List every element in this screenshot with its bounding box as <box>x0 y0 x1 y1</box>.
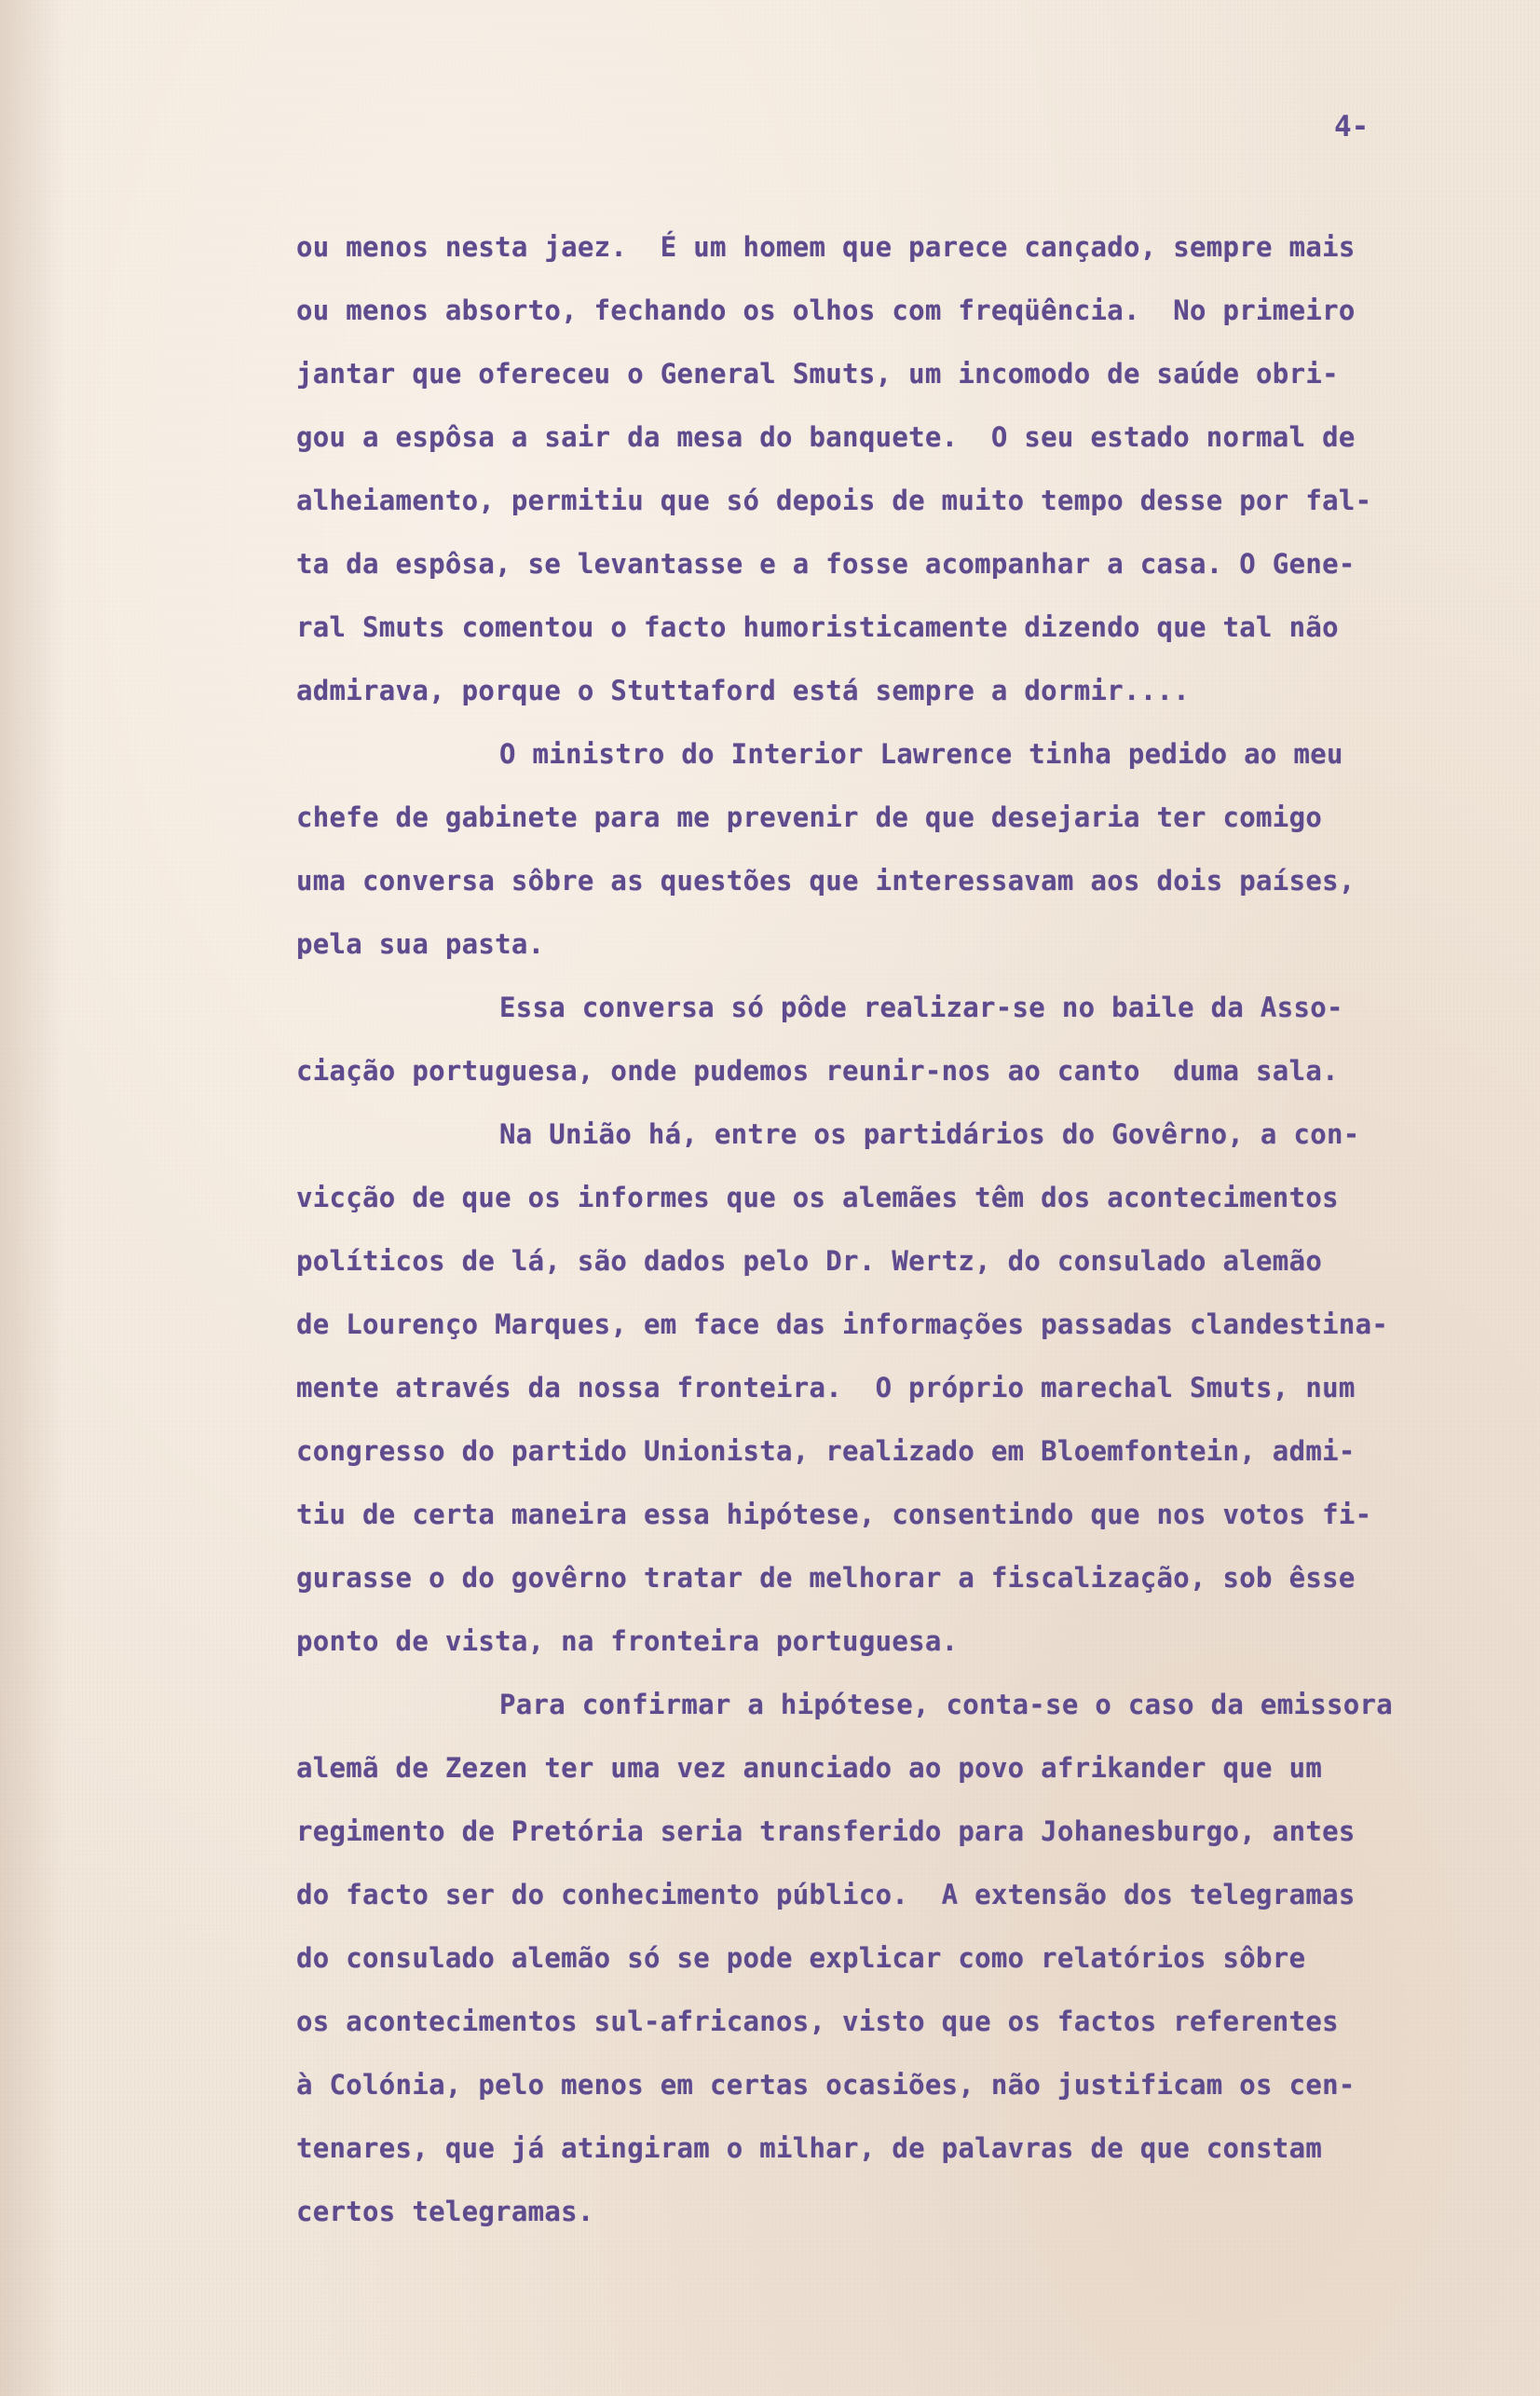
text-line: admirava, porque o Stuttaford está sempre a dormir.... <box>296 675 1191 706</box>
text-line: mente através da nossa fronteira. O próprio marechal Smuts, num <box>296 1372 1356 1403</box>
text-line: regimento de Pretória seria transferido para Johanesburgo, antes <box>296 1815 1356 1847</box>
text-line: gurasse o do govêrno tratar de melhorar a fiscalização, sob êsse <box>296 1562 1356 1594</box>
text-line: alheiamento, permitiu que só depois de muito tempo desse por fal- <box>296 485 1372 516</box>
text-line: gou a espôsa a sair da mesa do banquete. O seu estado normal de <box>296 421 1356 453</box>
text-line: tenares, que já atingiram o milhar, de palavras de que constam <box>296 2132 1323 2164</box>
text-line: do consulado alemão só se pode explicar como relatórios sôbre <box>296 1942 1306 1974</box>
text-line: ou menos absorto, fechando os olhos com freqüência. No primeiro <box>296 294 1356 326</box>
text-line: pela sua pasta. <box>296 928 545 960</box>
text-line: de Lourenço Marques, em face das informações passadas clandestina- <box>296 1308 1389 1340</box>
text-line: à Colónia, pelo menos em certas ocasiões, não justificam os cen- <box>296 2069 1356 2101</box>
paragraph-first-line: Para confirmar a hipótese, conta-se o caso da emissora <box>499 1689 1394 1720</box>
text-line: certos telegramas. <box>296 2196 594 2227</box>
text-line: ral Smuts comentou o facto humoristicamente dizendo que tal não <box>296 611 1339 643</box>
paragraph-first-line: Essa conversa só pôde realizar-se no baile da Asso- <box>499 992 1343 1023</box>
paragraph-first-line: Na União há, entre os partidários do Govêrno, a con- <box>499 1118 1360 1150</box>
text-line: ciação portuguesa, onde pudemos reunir-nos ao canto duma sala. <box>296 1055 1339 1087</box>
text-line: tiu de certa maneira essa hipótese, consentindo que nos votos fi- <box>296 1499 1372 1530</box>
text-line: ou menos nesta jaez. É um homem que parece cançado, sempre mais <box>296 231 1356 263</box>
text-line: os acontecimentos sul-africanos, visto que os factos referentes <box>296 2006 1339 2037</box>
text-line: do facto ser do conhecimento público. A extensão dos telegramas <box>296 1879 1356 1910</box>
text-line: congresso do partido Unionista, realizado em Bloemfontein, admi- <box>296 1435 1356 1467</box>
text-line: ponto de vista, na fronteira portuguesa. <box>296 1625 959 1657</box>
text-line: ta da espôsa, se levantasse e a fosse acompanhar a casa. O Gene- <box>296 548 1356 580</box>
page-number: 4- <box>1334 110 1370 144</box>
text-line: alemã de Zezen ter uma vez anunciado ao povo afrikander que um <box>296 1752 1323 1784</box>
paragraph-first-line: O ministro do Interior Lawrence tinha pedido ao meu <box>499 738 1343 770</box>
text-line: chefe de gabinete para me prevenir de que desejaria ter comigo <box>296 801 1323 833</box>
text-line: uma conversa sôbre as questões que interessavam aos dois países, <box>296 865 1356 897</box>
text-line: jantar que ofereceu o General Smuts, um incomodo de saúde obri- <box>296 358 1339 390</box>
text-line: políticos de lá, são dados pelo Dr. Wertz, do consulado alemão <box>296 1245 1323 1277</box>
text-line: vicção de que os informes que os alemães têm dos acontecimentos <box>296 1182 1339 1213</box>
